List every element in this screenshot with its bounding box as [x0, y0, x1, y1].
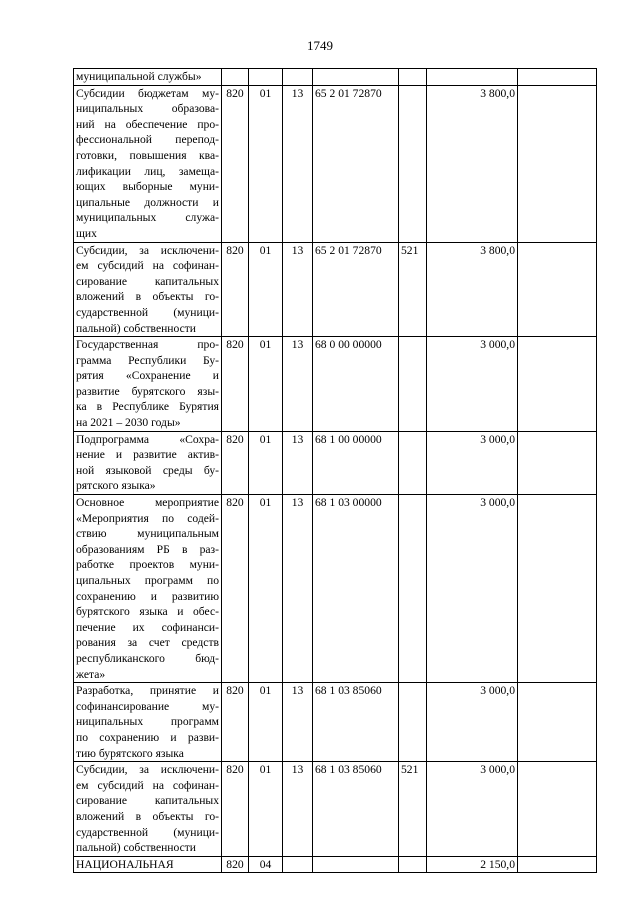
name-line: ем субсидий на софинан-: [76, 259, 219, 273]
cell-name: [74, 856, 222, 873]
cell-vr: 521: [399, 242, 427, 337]
name-line: грамма Республики Бу-: [76, 353, 219, 367]
cell-pr: [283, 856, 313, 873]
cell-vr: [399, 856, 427, 873]
name-line: сударственной (муници-: [76, 825, 219, 839]
cell-extra: [518, 85, 597, 242]
cell-rz: 01: [249, 762, 283, 857]
name-line: бурятского языка и обес-: [76, 605, 219, 619]
name-line: развитие бурятского язы-: [76, 384, 219, 398]
name-line: на 2021 – 2030 годы»: [76, 416, 181, 430]
name-line: Субсидии бюджетам му-: [76, 86, 219, 100]
table-row: [74, 683, 597, 762]
name-line: рования за счет средств: [76, 636, 219, 650]
table-row: [74, 495, 597, 683]
cell-rz: 01: [249, 337, 283, 432]
cell-pr: 13: [283, 431, 313, 494]
cell-sum: 2 150,0: [427, 856, 518, 873]
cell-csr: 68 0 00 00000: [313, 337, 399, 432]
name-line: вложений в объекты го-: [76, 809, 219, 823]
name-line: щих: [76, 226, 97, 240]
name-line: готовки, повышения ква-: [76, 148, 219, 162]
page-number: 1749: [307, 38, 333, 53]
cell-pr: 13: [283, 762, 313, 857]
table-row: [74, 85, 597, 242]
cell-name: [74, 337, 222, 432]
cell-extra: [518, 242, 597, 337]
cell-pr: 13: [283, 495, 313, 683]
cell-name: [74, 85, 222, 242]
name-line: Основное мероприятие: [76, 496, 219, 510]
name-line: муниципальных служа-: [76, 211, 219, 225]
cell-ved: 820: [222, 856, 249, 873]
cell-ved: 820: [222, 85, 249, 242]
cell-vr: 521: [399, 762, 427, 857]
cell-ved: 820: [222, 337, 249, 432]
name-line: лификации лиц, замеща-: [76, 164, 219, 178]
cell-rz: [249, 69, 283, 86]
cell-csr: 68 1 03 85060: [313, 683, 399, 762]
name-line: Государственная про-: [76, 338, 219, 352]
name-line: ем субсидий на софинан-: [76, 778, 219, 792]
cell-ved: 820: [222, 431, 249, 494]
cell-sum: 3 000,0: [427, 431, 518, 494]
name-line: ний на обеспечение про-: [76, 117, 219, 131]
cell-csr: 68 1 03 85060: [313, 762, 399, 857]
cell-extra: [518, 683, 597, 762]
cell-csr: 65 2 01 72870: [313, 85, 399, 242]
cell-rz: 01: [249, 242, 283, 337]
cell-sum: 3 000,0: [427, 337, 518, 432]
name-line: муниципальной службы»: [76, 70, 202, 83]
name-line: пальной) собственности: [76, 321, 197, 335]
name-line: сирование капитальных: [76, 274, 219, 288]
cell-rz: 01: [249, 85, 283, 242]
name-line: Субсидии, за исключени-: [76, 243, 219, 257]
table-body: [74, 69, 597, 873]
name-line: ющих выборные муни-: [76, 180, 219, 194]
name-line: ной языковой среды бу-: [76, 463, 219, 477]
name-line: ципальных программ по: [76, 574, 219, 587]
name-line: республиканского бюд-: [76, 651, 219, 665]
budget-table: [73, 68, 597, 873]
name-line: пальной) собственности: [76, 841, 197, 855]
name-line: Подпрограмма «Сохра-: [76, 432, 219, 446]
cell-sum: 3 000,0: [427, 683, 518, 762]
name-line: рятского языка»: [76, 479, 156, 493]
name-line: НАЦИОНАЛЬНАЯ: [76, 857, 174, 871]
cell-vr: [399, 69, 427, 86]
cell-sum: 3 800,0: [427, 85, 518, 242]
name-line: «Мероприятия по содей-: [76, 511, 219, 525]
cell-vr: [399, 85, 427, 242]
name-line: Субсидии, за исключени-: [76, 763, 219, 777]
cell-rz: 01: [249, 431, 283, 494]
cell-name: [74, 683, 222, 762]
cell-ved: 820: [222, 762, 249, 857]
cell-pr: 13: [283, 683, 313, 762]
cell-sum: 3 000,0: [427, 495, 518, 683]
cell-sum: [427, 69, 518, 86]
cell-sum: 3 800,0: [427, 242, 518, 337]
name-line: рятия «Сохранение и: [76, 369, 219, 383]
name-line: работке проектов муни-: [76, 558, 219, 572]
cell-ved: [222, 69, 249, 86]
cell-csr: [313, 856, 399, 873]
cell-extra: [518, 495, 597, 683]
name-line: образованиям РБ в раз-: [76, 542, 219, 556]
table-row: [74, 856, 597, 873]
cell-ved: 820: [222, 242, 249, 337]
name-line: ципальные должности и: [76, 195, 219, 209]
name-line: вложений в объекты го-: [76, 290, 219, 304]
name-line: сирование капитальных: [76, 794, 219, 808]
cell-pr: [283, 69, 313, 86]
name-line: фессиональной перепод-: [76, 133, 219, 147]
name-line: сохранению и развитию: [76, 589, 219, 603]
name-line: ниципальных образова-: [76, 102, 219, 116]
cell-ved: 820: [222, 495, 249, 683]
table-row: [74, 242, 597, 337]
cell-vr: [399, 431, 427, 494]
table-row: [74, 337, 597, 432]
cell-vr: [399, 337, 427, 432]
cell-name: [74, 495, 222, 683]
cell-csr: 65 2 01 72870: [313, 242, 399, 337]
name-line: ниципальных программ: [76, 715, 219, 729]
cell-rz: 01: [249, 495, 283, 683]
table-row: [74, 69, 597, 86]
name-line: тию бурятского языка: [76, 746, 184, 760]
cell-vr: [399, 495, 427, 683]
cell-extra: [518, 69, 597, 86]
name-line: сударственной (муници-: [76, 305, 219, 319]
cell-extra: [518, 856, 597, 873]
cell-pr: 13: [283, 85, 313, 242]
cell-csr: [313, 69, 399, 86]
cell-extra: [518, 431, 597, 494]
cell-name: [74, 69, 222, 86]
cell-rz: 01: [249, 683, 283, 762]
cell-name: [74, 431, 222, 494]
name-line: ствию муниципальным: [76, 527, 219, 541]
cell-csr: 68 1 00 00000: [313, 431, 399, 494]
name-line: по сохранению и разви-: [76, 730, 219, 744]
cell-extra: [518, 762, 597, 857]
cell-csr: 68 1 03 00000: [313, 495, 399, 683]
cell-pr: 13: [283, 337, 313, 432]
cell-vr: [399, 683, 427, 762]
table-row: [74, 762, 597, 857]
cell-ved: 820: [222, 683, 249, 762]
name-line: Разработка, принятие и: [76, 684, 219, 698]
name-line: софинансирование му-: [76, 699, 219, 713]
cell-sum: 3 000,0: [427, 762, 518, 857]
name-line: жета»: [76, 667, 106, 681]
cell-name: [74, 242, 222, 337]
cell-extra: [518, 337, 597, 432]
name-line: ка в Республике Бурятия: [76, 400, 219, 414]
cell-pr: 13: [283, 242, 313, 337]
cell-name: [74, 762, 222, 857]
name-line: нение и развитие актив-: [76, 448, 219, 462]
table-row: [74, 431, 597, 494]
cell-rz: 04: [249, 856, 283, 873]
name-line: печение их софинанси-: [76, 620, 219, 634]
